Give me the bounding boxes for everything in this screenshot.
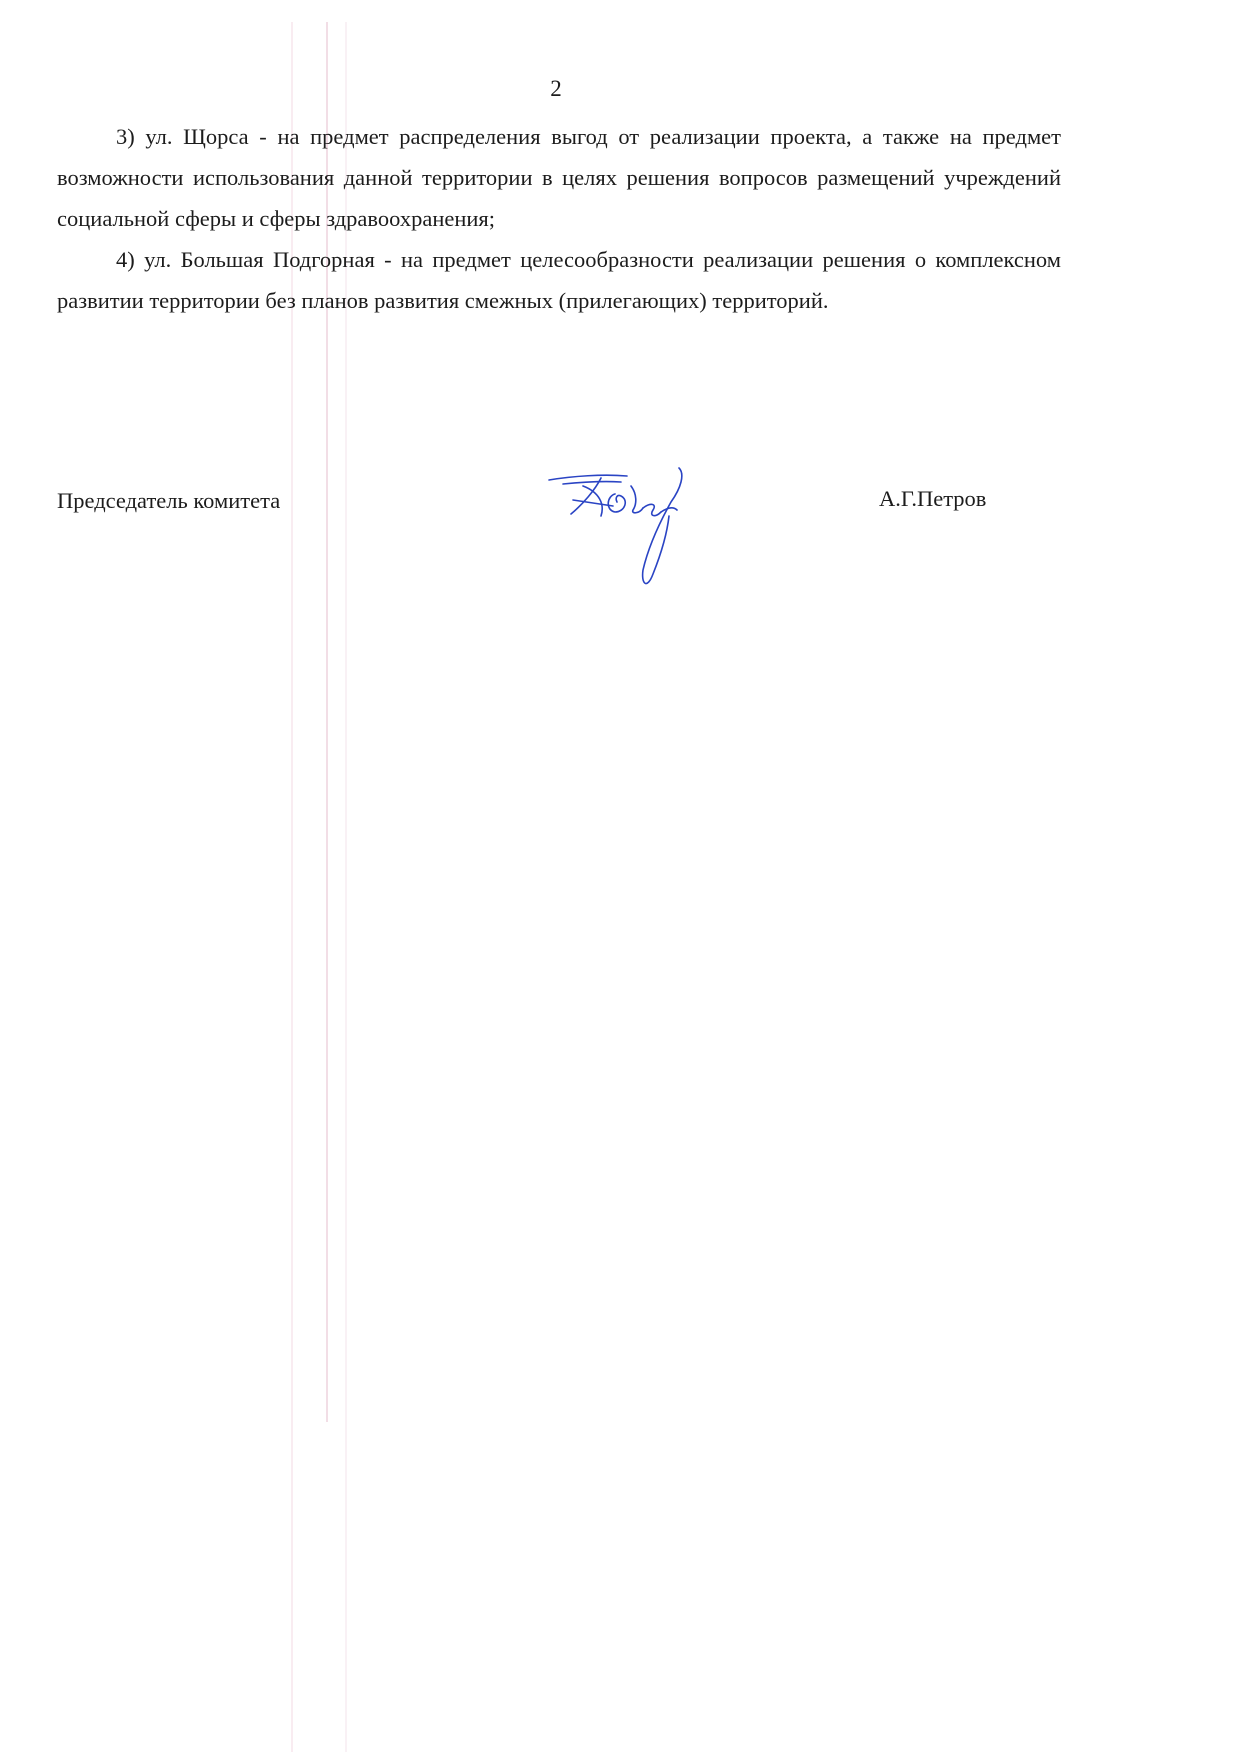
paragraph-item-3: 3) ул. Щорса - на предмет распределения выгод от реализации проекта, а также на предмет возможности использования данной территории в целях решения вопросов размещений учреждений социальной сферы и сферы здравоохранения; <box>57 124 1061 231</box>
signature-block <box>57 486 1061 606</box>
page-number: 2 <box>550 76 562 101</box>
signer-title: Председатель комитета <box>57 488 281 513</box>
document-body <box>57 116 1061 321</box>
handwritten-signature-icon <box>543 464 723 602</box>
signer-name: А.Г.Петров <box>879 486 987 511</box>
paragraph-item-4: 4) ул. Большая Подгорная - на предмет целесообразности реализации решения о комплексном развитии территории без планов развития смежных (прилегающих) территорий. <box>57 247 1061 313</box>
